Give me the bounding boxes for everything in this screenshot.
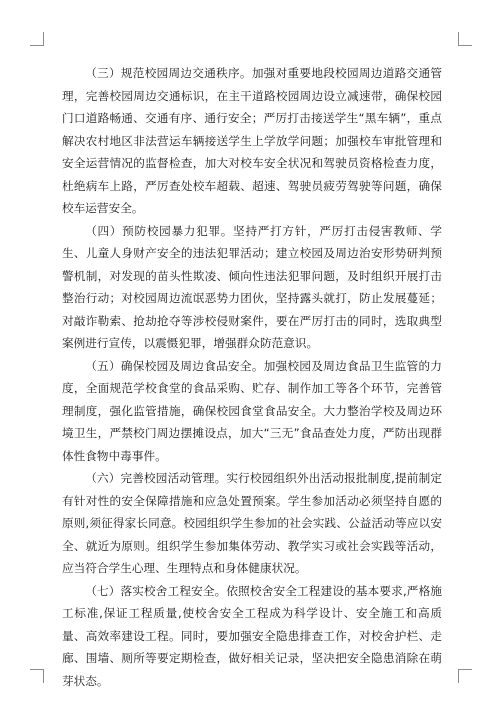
paragraph-traffic-order: （三）规范校园周边交通秩序。加强对重要地段校园周边道路交通管理，完善校园周边交通标识，在主干道路校园周边设立减速带，确保校园门口道路畅通、交通有序、通行安全；严厉打击接送学生“黑车辆”，重点解决农村地区非法营运车辆接送学生上学放学问题；加强校车审批管理和安全运营情况的监督检查，加大对校车安全状况和驾驶员资格检查力度，杜绝病车上路，严厉查处校车超载、超速、驾驶员疲劳驾驶等问题，确保校车运营安全。: [62, 66, 442, 215]
paragraph-violence-prevention: （四）预防校园暴力犯罪。坚持严打方针，严厉打击侵害教师、学生、儿童人身财产安全的违法犯罪活动；建立校园及周边治安形势研判预警机制，对发现的苗头性欺凌、倾向性违法犯罪问题，及时组织开展打击整治行动；对校园周边流氓恶势力团伙，坚持露头就打，防止发展蔓延；对敲诈勒索、抢劫抢夺等涉校侵财案件，要在严厉打击的同时，选取典型案例进行宣传，以震慑犯罪，增强群众防范意识。: [62, 223, 442, 350]
crop-mark-bottom-right: [458, 669, 472, 683]
paragraph-building-safety: （七）落实校舍工程安全。依照校舍安全工程建设的基本要求,严格施工标准,保证工程质量,使校舍安全工程成为科学设计、安全施工和高质量、高效率建设工程。同时，要加强安全隐患排查工作，对校舍护栏、走廊、围墙、厕所等要定期检查，做好相关记录，坚决把安全隐患消除在萌芽状态。: [62, 583, 442, 688]
crop-mark-bottom-left: [30, 669, 44, 683]
crop-mark-top-left: [30, 32, 44, 46]
crop-mark-top-right: [458, 32, 472, 46]
document-body: [62, 62, 442, 692]
paragraph-food-safety: （五）确保校园及周边食品安全。加强校园及周边食品卫生监管的力度，全面规范学校食堂的食品采购、贮存、制作加工等各个环节，完善管理制度，强化监管措施，确保校园食堂食品安全。大力整治学校及周边环境卫生，严禁校门周边摆摊设点，加大“三无”食品查处力度，严防出现群体性食物中毒事件。: [62, 358, 442, 463]
paragraph-activity-management: （六）完善校园活动管理。实行校园组织外出活动报批制度,提前制定有针对性的安全保障措施和应急处置预案。学生参加活动必须坚持自愿的原则,须征得家长同意。校园组织学生参加的社会实践、公益活动等应以安全、就近为原则。组织学生参加集体劳动、教学实习或社会实践等活动，应当符合学生心理、生理特点和身体健康状况。: [62, 471, 442, 575]
